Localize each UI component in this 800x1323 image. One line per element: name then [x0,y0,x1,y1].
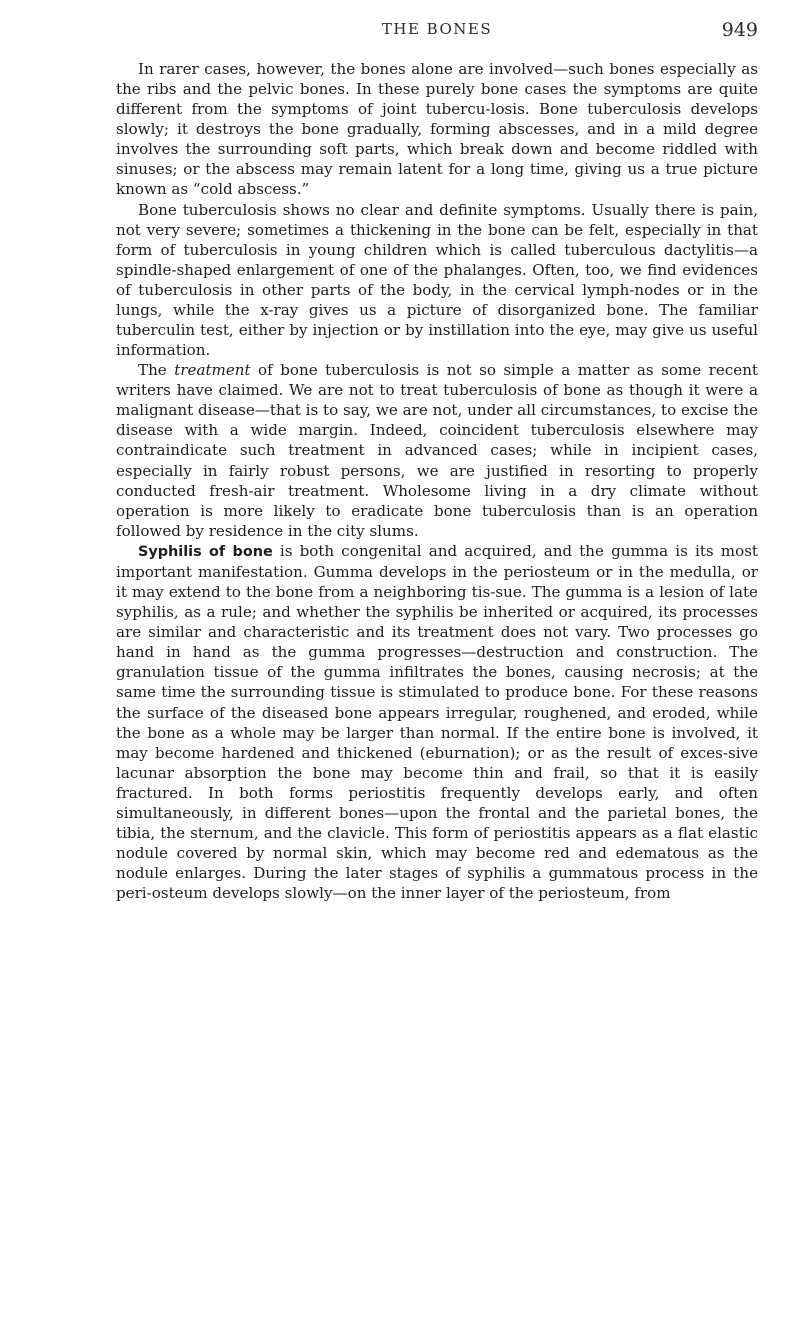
running-head [116,20,758,48]
paragraph-treatment-intro: The [138,361,175,380]
paragraph-bone-tuberculosis-cases: In rarer cases, however, the bones alone are involved—such bones especially as the ribs and the pelvic bones. In these purely bone cases the symptoms are quite different from the symptoms of joint tubercu-losis. Bone tuberculosis develops slowly; it destroys the bone gradually, forming abscesses, and in a mild degree involves the surrounding soft parts, which break down and become riddled with sinuses; or the abscess may remain latent for a long time, giving us a true picture known as “cold abscess.” [116,60,758,199]
paragraph-treatment-body: of bone tuberculosis is not so simple a matter as some recent writers have claimed. We are not to treat tuberculosis of bone as though it were a malignant disease—that is to say, we are not, under all circumstances, to excise the disease with a wide margin. Indeed, coincident tuberculosis elsewhere may contraindicate such treatment in advanced cases; while in incipient cases, especially in fairly robust persons, we are justified in resorting to properly conducted fresh-air treatment. Wholesome living in a dry climate without operation is more likely to eradicate bone tuberculosis than is an operation followed by residence in the city slums. [116,361,758,540]
body-text [116,59,758,903]
paragraph-syphilis-body: is both congenital and acquired, and the gumma is its most important manifestation. Gumma develops in the periosteum or in the medulla, or it may extend to the bone from a neighboring tis-sue. The gumma is a lesion of late syphilis, as a rule; and whether the syphilis be inherited or acquired, its processes are similar and characteristic and its treatment does not vary. Two processes go hand in hand as the gumma progresses—destruction and construction. The granulation tissue of the gumma infiltrates the bones, causing necrosis; at the same time the surrounding tissue is stimulated to produce bone. For these reasons the surface of the diseased bone appears irregular, roughened, and eroded, while the bone as a whole may be larger than normal. If the entire bone is involved, it may become hardened and thickened (eburnation); or as the result of exces-sive lacunar absorption the bone may become thin and frail, so that it is easily fractured. In both forms periostitis frequently develops early, and often simultaneously, in different bones—upon the frontal and the parietal bones, the tibia, the sternum, and the clavicle. This form of periostitis appears as a flat elastic nodule covered by normal skin, which may become red and edematous as the nodule enlarges. During the later stages of syphilis a gummatous process in the peri-osteum develops slowly—on the inner layer of the periosteum, from [116,541,758,903]
page-number: 949 [721,19,758,41]
paragraph-bone-tuberculosis-symptoms: Bone tuberculosis shows no clear and definite symptoms. Usually there is pain, not very severe; sometimes a thickening in the bone can be felt, especially in that form of tuberculosis in young children which is called tuberculous dactylitis—a spindle-shaped enlargement of one of the phalanges. Often, too, we find evidences of tuberculosis in other parts of the body, in the cervical lymph-nodes or in the lungs, while the x-ray gives us a picture of disorganized bone. The familiar tuberculin test, either by injection or by instillation into the eye, may give us useful information. [116,200,758,360]
paragraph-treatment [116,360,758,541]
treatment-emphasis: treatment [174,361,251,380]
running-title: THE BONES [381,20,493,38]
syphilis-of-bone-heading: Syphilis of bone [138,543,273,560]
paragraph-syphilis-of-bone [116,541,758,903]
